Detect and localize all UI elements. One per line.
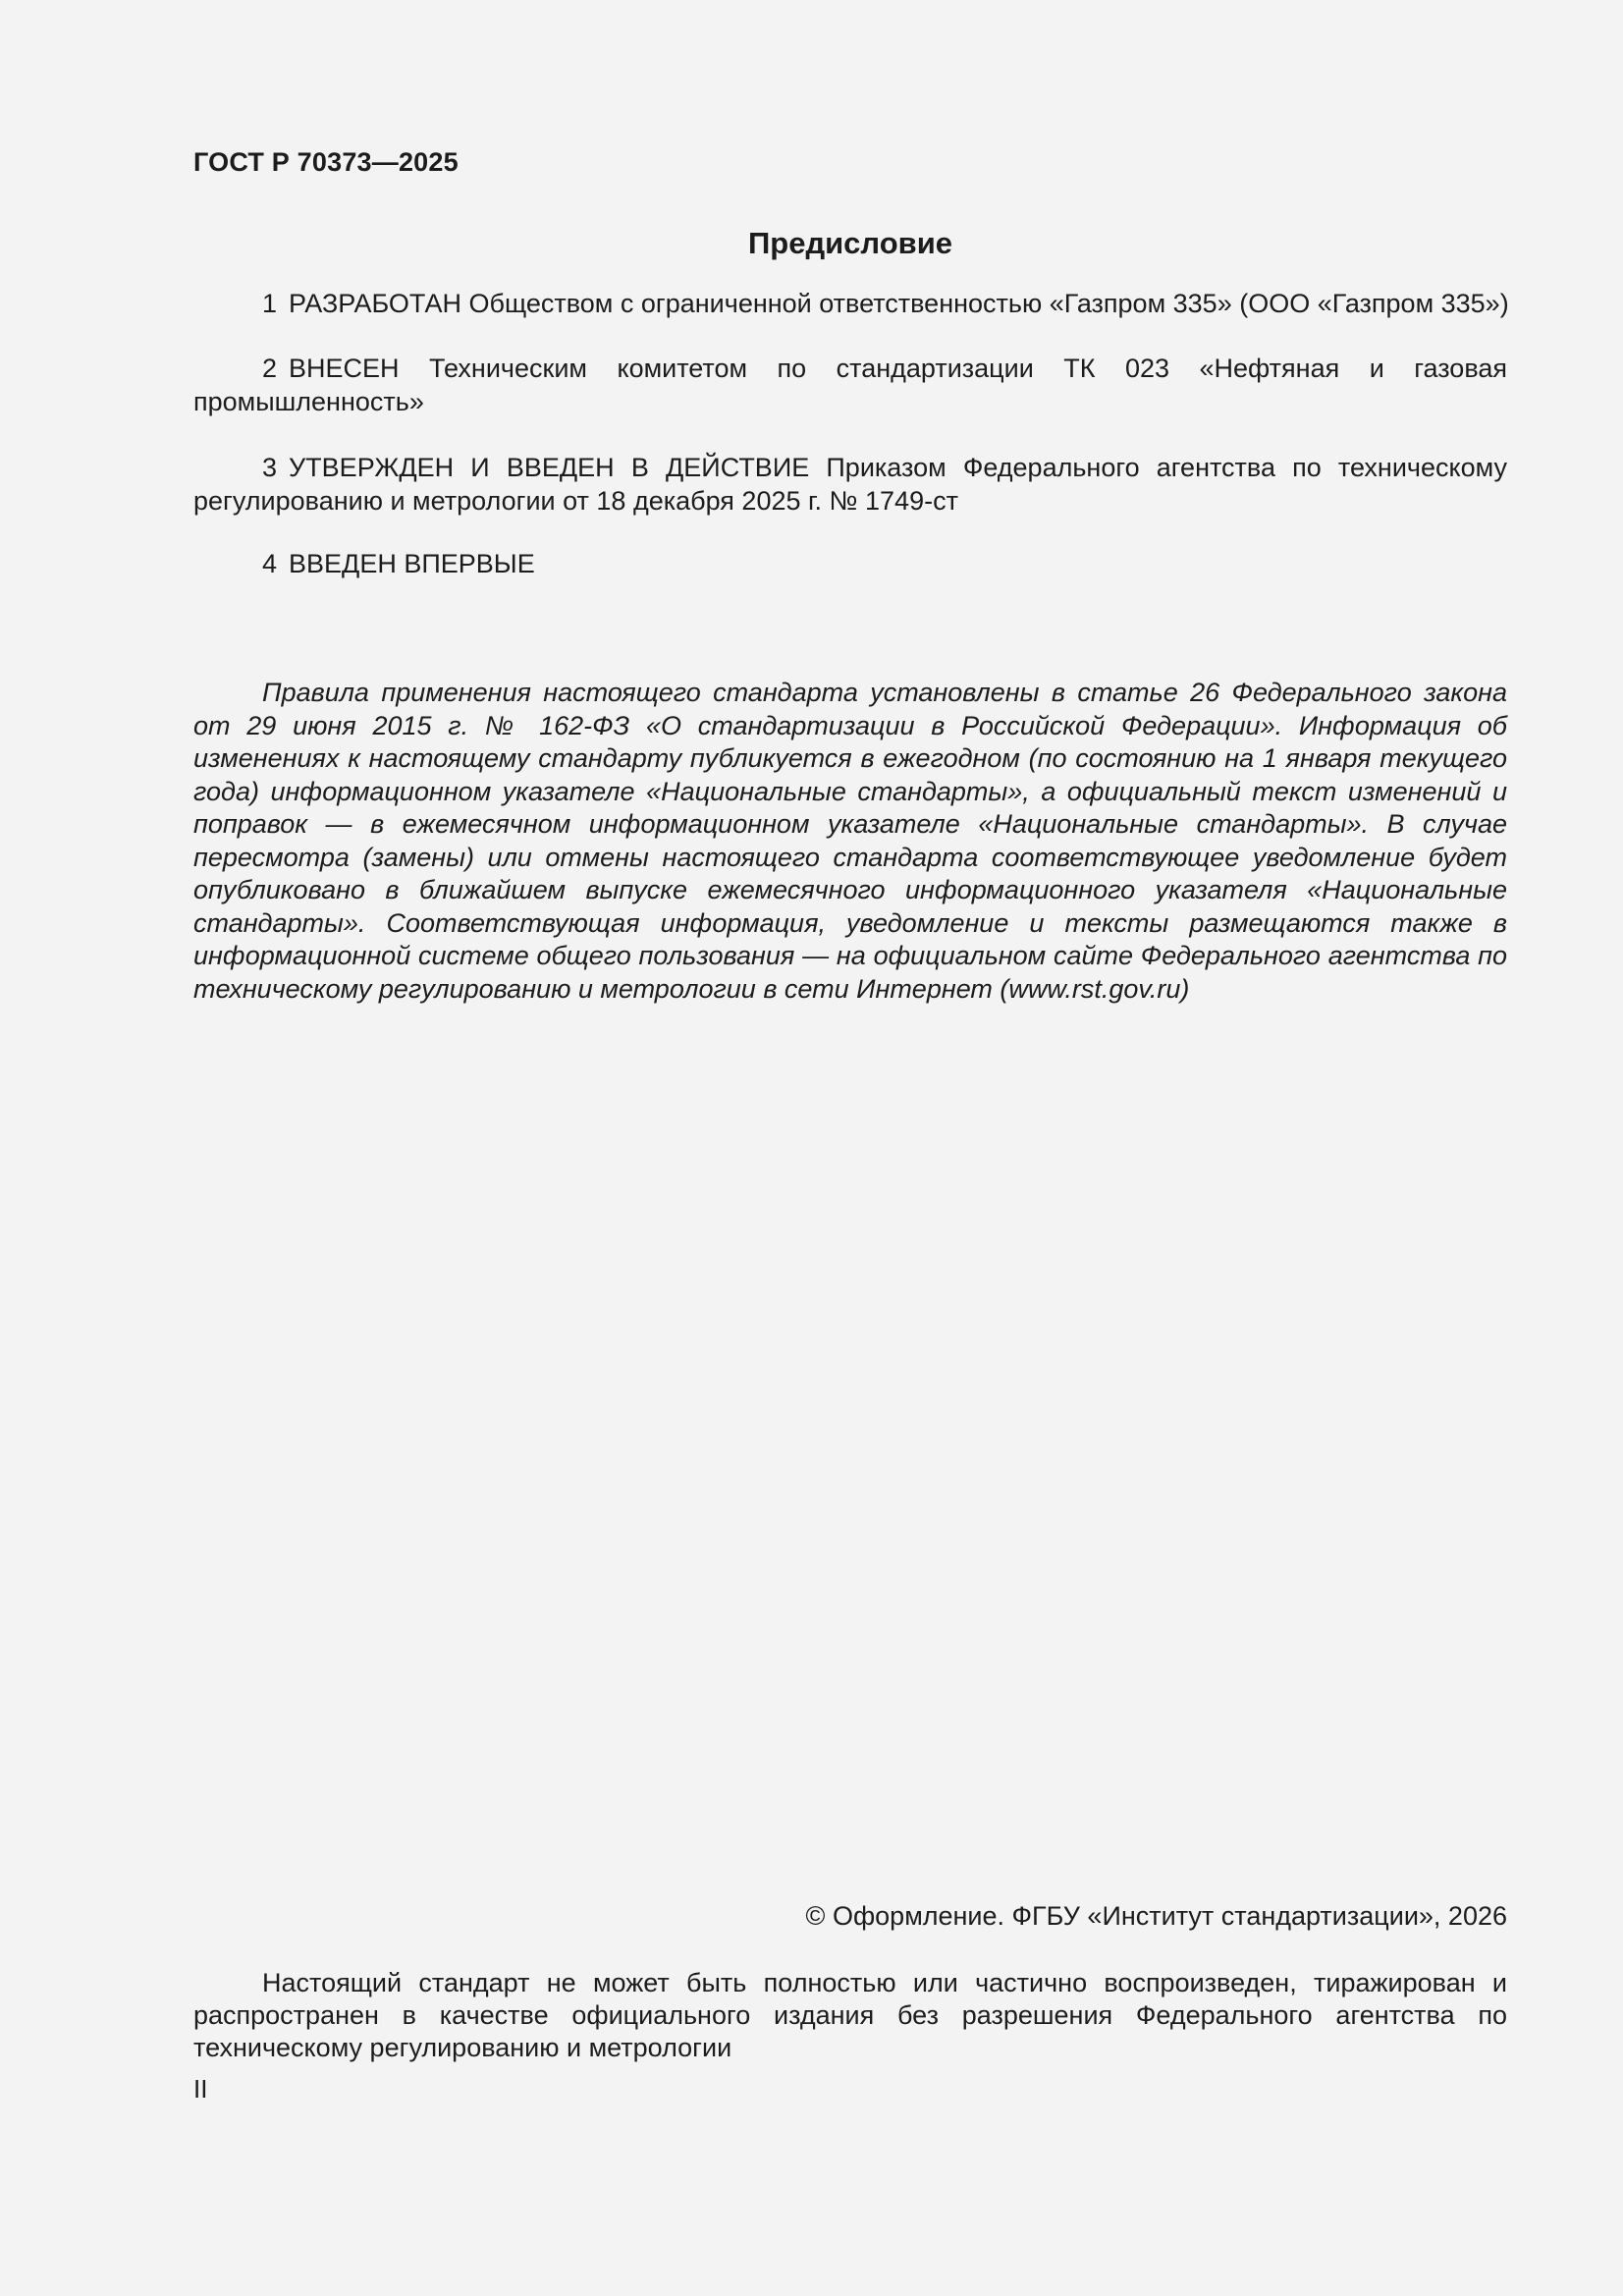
item-text: УТВЕРЖДЕН И ВВЕДЕН В ДЕЙСТВИЕ Приказом Федерального агентства по техническому регулированию и метрологии от 18 декабря 2025 г. № 1749-ст <box>193 453 1507 516</box>
item-number: 1 <box>262 289 278 318</box>
application-rules-paragraph: Правила применения настоящего стандарта установлены в статье 26 Федерального закона от 29 июня 2015 г. № 162-ФЗ «О стандартизации в Российской Федерации». Информация об изменениях к настоящему стандарту публикуется в ежегодном (по состоянию на 1 января текущего года) информационном указателе «Национальные стандарты», а официальный текст изменений и поправок — в ежемесячном информационном указателе «Национальные стандарты». В случае пересмотра (замены) или отмены настоящего стандарта соответствующее уведомление будет опубликовано в ближайшем выпуске ежемесячного информационного указателя «Национальные стандарты». Соответствующая информация, уведомление и тексты размещаются также в информационной системе общего пользования — на официальном сайте Федерального агентства по техническому регулированию и метрологии в сети Интернет (www.rst.gov.ru) <box>193 678 1507 1004</box>
foreword-item-submitted <box>193 352 1507 418</box>
item-number: 2 <box>262 354 278 383</box>
foreword-title: Предисловие <box>747 226 952 260</box>
reproduction-notice: Настоящий стандарт не может быть полностью или частично воспроизведен, тиражирован и распространен в качестве официального издания без разрешения Федерального агентства по техническому регулированию и метрологии <box>193 1968 1507 2062</box>
page-number: II <box>193 2074 208 2104</box>
copyright-line: © Оформление. ФГБУ «Институт стандартизации», 2026 <box>805 1901 1507 1931</box>
item-number: 4 <box>262 549 278 578</box>
foreword-item-approved <box>193 451 1507 518</box>
document-code: ГОСТ Р 70373—2025 <box>193 147 459 177</box>
item-number: 3 <box>262 453 278 482</box>
item-text: РАЗРАБОТАН Обществом с ограниченной ответственностью «Газпром 335» (ООО «Газпром 335») <box>289 289 1509 318</box>
foreword-item-introduced <box>193 547 1507 580</box>
item-text: ВВЕДЕН ВПЕРВЫЕ <box>289 549 535 578</box>
foreword-item-developed <box>193 287 1507 320</box>
item-text: ВНЕСЕН Техническим комитетом по стандартизации ТК 023 «Нефтяная и газовая промышленность» <box>193 354 1507 416</box>
